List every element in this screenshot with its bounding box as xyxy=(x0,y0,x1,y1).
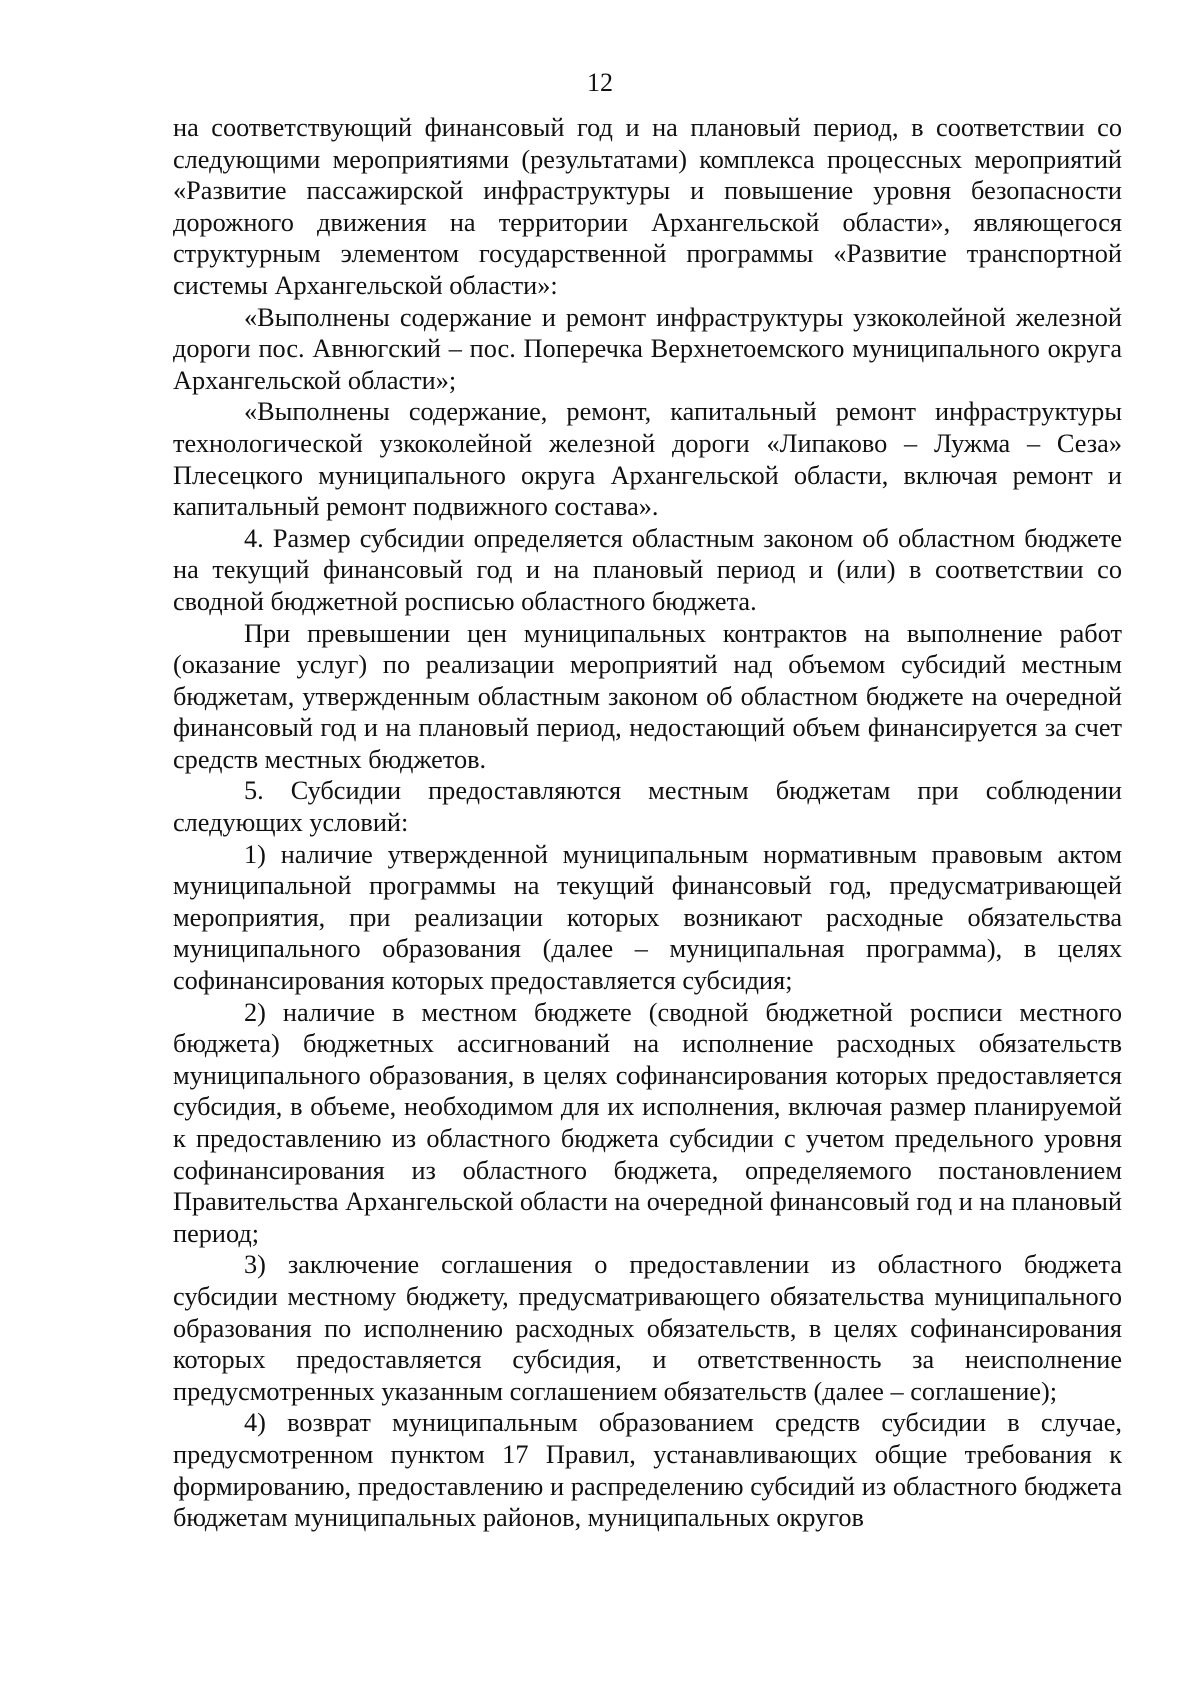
paragraph-item-4: 4. Размер субсидии определяется областным законом об областном бюджете на текущий финансовый год и на плановый период и (или) в соответствии со сводной бюджетной росписью областного бюджета. xyxy=(173,523,1122,616)
document-body xyxy=(173,112,1122,1534)
paragraph-condition-3: 3) заключение соглашения о предоставлении из областного бюджета субсидии местному бюджету, предусматривающего обязательства муниципального образования по исполнению расходных обязательств, в целях софинансирования которых предоставляется субсидия, и ответственность за неисполнение предусмотренных указанным соглашением обязательств (далее – соглашение); xyxy=(173,1250,1122,1406)
paragraph-measure-lipakovo: «Выполнены содержание, ремонт, капитальный ремонт инфраструктуры технологической узкоколейной железной дороги «Липаково – Лужма – Сеза» Плесецкого муниципального округа Архангельской области, включая ремонт и капитальный ремонт подвижного состава». xyxy=(173,397,1122,522)
paragraph-price-excess: При превышении цен муниципальных контрактов на выполнение работ (оказание услуг) по реализации мероприятий над объемом субсидий местным бюджетам, утвержденным областным законом об областном бюджете на очередной финансовый год и на плановый период, недостающий объем финансируется за счет средств местных бюджетов. xyxy=(173,618,1122,774)
page-number: 12 xyxy=(587,68,613,97)
paragraph-intro-continuation: на соответствующий финансовый год и на плановый период, в соответствии со следующими мероприятиями (результатами) комплекса процессных мероприятий «Развитие пассажирской инфраструктуры и повышение уровня безопасности дорожного движения на территории Архангельской области», являющегося структурным элементом государственной программы «Развитие транспортной системы Архангельской области»: xyxy=(173,113,1122,300)
paragraph-condition-2: 2) наличие в местном бюджете (сводной бюджетной росписи местного бюджета) бюджетных ассигнований на исполнение расходных обязательств муниципального образования, в целях софинансирования которых предоставляется субсидия, в объеме, необходимом для их исполнения, включая размер планируемой к предоставлению из областного бюджета субсидии с учетом предельного уровня софинансирования из областного бюджета, определяемого постановлением Правительства Архангельской области на очередной финансовый год и на плановый период; xyxy=(173,997,1122,1248)
paragraph-condition-1: 1) наличие утвержденной муниципальным нормативным правовым актом муниципальной программы на текущий финансовый год, предусматривающей мероприятия, при реализации которых возникают расходные обязательства муниципального образования (далее – муниципальная программа), в целях софинансирования которых предоставляется субсидия; xyxy=(173,839,1122,996)
paragraph-measure-avnyugsky: «Выполнены содержание и ремонт инфраструктуры узкоколейной железной дороги пос. Авнюгский – пос. Поперечка Верхнетоемского муниципального округа Архангельской области»; xyxy=(173,302,1122,395)
paragraph-item-5: 5. Субсидии предоставляются местным бюджетам при соблюдении следующих условий: xyxy=(173,776,1122,838)
paragraph-condition-4: 4) возврат муниципальным образованием средств субсидии в случае, предусмотренном пунктом 17 Правил, устанавливающих общие требования к формированию, предоставлению и распределению субсидий из областного бюджета бюджетам муниципальных районов, муниципальных округов xyxy=(173,1408,1122,1533)
